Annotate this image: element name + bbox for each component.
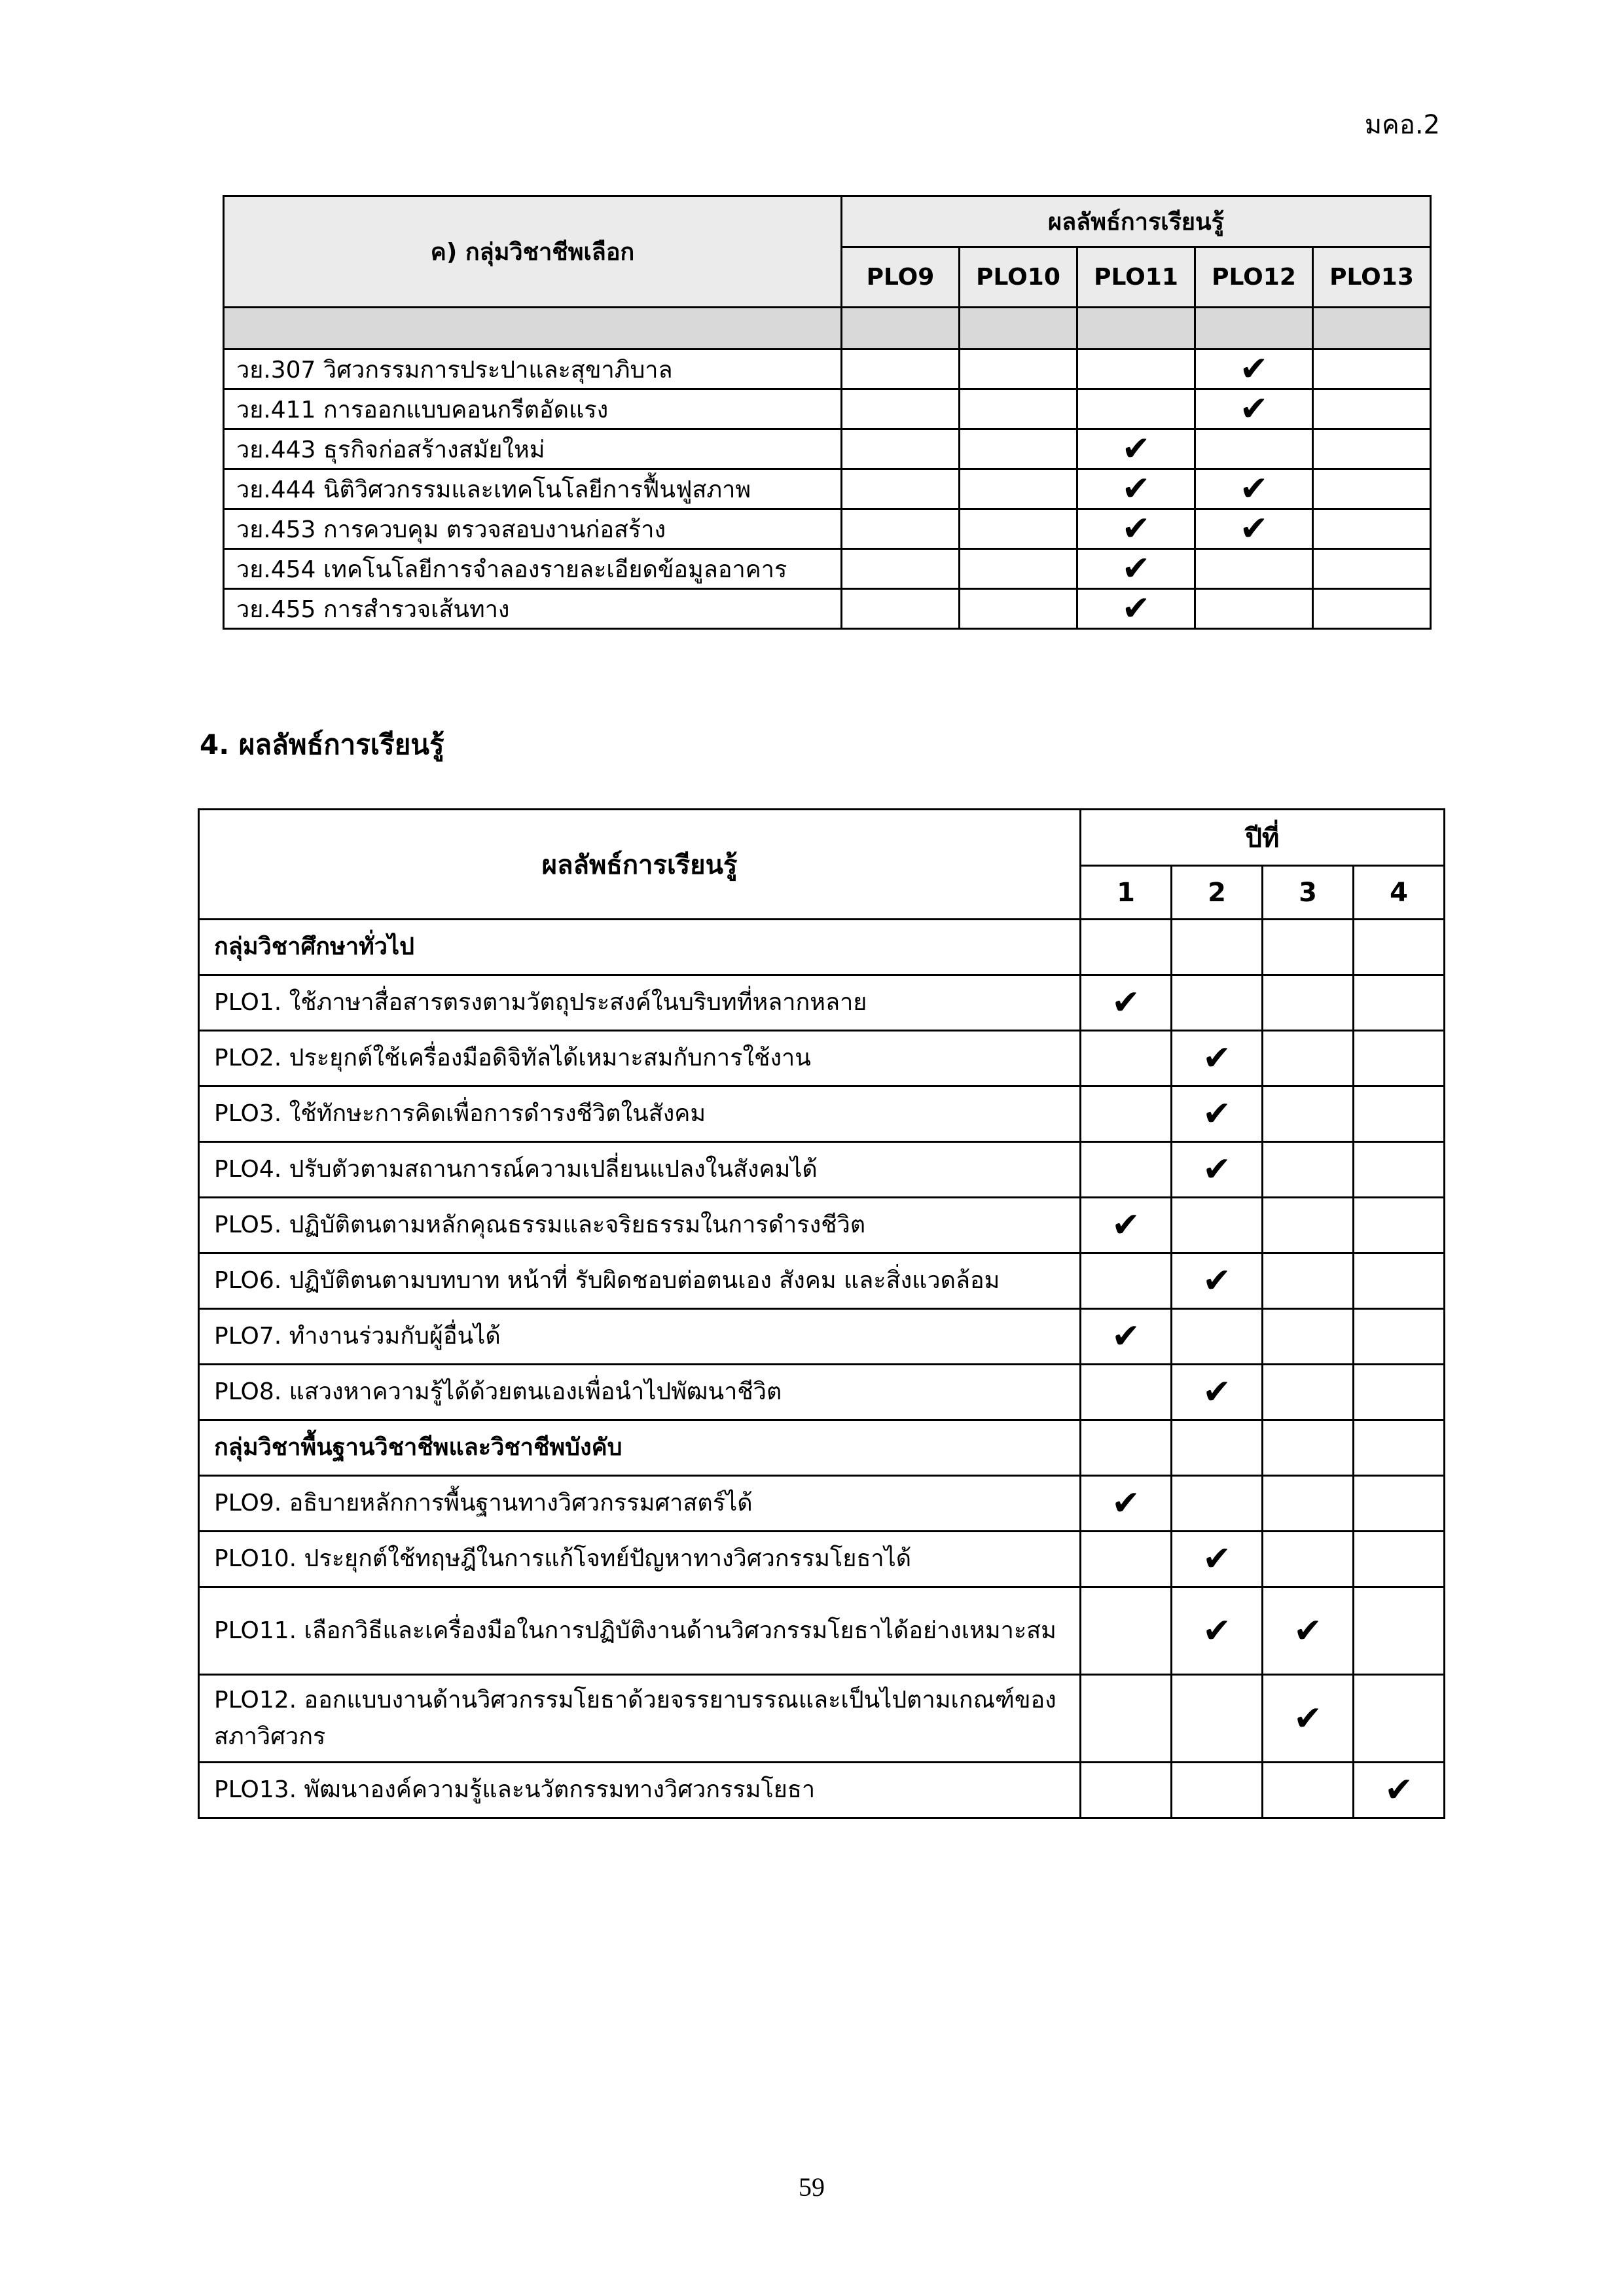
- outcome-name: PLO5. ปฏิบัติตนตามหลักคุณธรรมและจริยธรรมในการดำรงชีวิต: [199, 1198, 1081, 1253]
- course-row: [224, 469, 1431, 509]
- check-mark-cell: [1172, 1763, 1263, 1818]
- check-mark-cell: ✔: [1172, 1142, 1263, 1198]
- plo-column-header: PLO10: [960, 247, 1077, 308]
- page-number: 59: [799, 2172, 825, 2202]
- outcome-name: PLO7. ทำงานร่วมกับผู้อื่นได้: [199, 1309, 1081, 1365]
- course-row: [224, 429, 1431, 469]
- check-mark-cell: [1354, 1142, 1445, 1198]
- check-mark-cell: ✔: [1077, 509, 1195, 549]
- check-mark-cell: ✔: [1081, 1476, 1172, 1532]
- check-mark-cell: [1172, 920, 1263, 975]
- check-mark-cell: [1354, 1031, 1445, 1086]
- check-mark-cell: ✔: [1081, 1198, 1172, 1253]
- check-mark-cell: ✔: [1195, 389, 1313, 429]
- check-mark-cell: ✔: [1077, 429, 1195, 469]
- check-mark-cell: [1081, 1420, 1172, 1476]
- group-name: กลุ่มวิชาพื้นฐานวิชาชีพและวิชาชีพบังคับ: [199, 1420, 1081, 1476]
- check-mark-cell: [842, 429, 960, 469]
- check-mark-cell: [1263, 1198, 1354, 1253]
- check-mark-cell: [1077, 350, 1195, 389]
- check-mark-cell: [1081, 1763, 1172, 1818]
- check-mark-cell: [1354, 1587, 1445, 1675]
- check-mark-cell: [1354, 1476, 1445, 1532]
- check-mark-cell: [1081, 1587, 1172, 1675]
- check-mark-cell: [1195, 549, 1313, 589]
- check-mark-cell: [1081, 920, 1172, 975]
- check-mark-cell: [1354, 1420, 1445, 1476]
- section-heading: 4. ผลลัพธ์การเรียนรู้: [200, 728, 444, 761]
- outcome-row: [199, 1476, 1445, 1532]
- outcome-name: PLO9. อธิบายหลักการพื้นฐานทางวิศวกรรมศาสตร์ได้: [199, 1476, 1081, 1532]
- plo-column-header: PLO13: [1313, 247, 1431, 308]
- check-mark-cell: [960, 429, 1077, 469]
- check-mark-cell: [842, 509, 960, 549]
- outcome-row: [199, 1086, 1445, 1142]
- course-name: วย.307 วิศวกรรมการประปาและสุขาภิบาล: [224, 350, 842, 389]
- course-row: [224, 589, 1431, 629]
- elective-group-title: ค) กลุ่มวิชาชีพเลือก: [224, 196, 842, 308]
- plo-column-header: PLO11: [1077, 247, 1195, 308]
- outcome-name: PLO3. ใช้ทักษะการคิดเพื่อการดำรงชีวิตในสังคม: [199, 1086, 1081, 1142]
- check-mark-cell: [1081, 1532, 1172, 1587]
- check-mark-cell: [1263, 1476, 1354, 1532]
- check-mark-cell: ✔: [1195, 350, 1313, 389]
- check-mark-cell: [1081, 1365, 1172, 1420]
- check-mark-cell: ✔: [1172, 1253, 1263, 1309]
- check-mark-cell: ✔: [1077, 469, 1195, 509]
- check-mark-cell: ✔: [1195, 469, 1313, 509]
- check-mark-cell: [1263, 1031, 1354, 1086]
- outcome-row: [199, 1365, 1445, 1420]
- outcome-row: [199, 1253, 1445, 1309]
- outcome-row: [199, 1675, 1445, 1763]
- check-mark-cell: [1263, 920, 1354, 975]
- year-column-header: 4: [1354, 866, 1445, 920]
- check-mark-cell: ✔: [1077, 589, 1195, 629]
- elective-courses-table: [223, 195, 1432, 630]
- outcome-name: PLO12. ออกแบบงานด้านวิศวกรรมโยธาด้วยจรรยาบรรณและเป็นไปตามเกณฑ์ของ สภาวิศวกร: [199, 1675, 1081, 1763]
- check-mark-cell: ✔: [1195, 509, 1313, 549]
- plo-column-header: PLO12: [1195, 247, 1313, 308]
- check-mark-cell: [1172, 1198, 1263, 1253]
- course-name: วย.454 เทคโนโลยีการจำลองรายละเอียดข้อมูลอาคาร: [224, 549, 842, 589]
- check-mark-cell: [1081, 1086, 1172, 1142]
- check-mark-cell: [1081, 1253, 1172, 1309]
- check-mark-cell: ✔: [1081, 975, 1172, 1031]
- course-row: [224, 549, 1431, 589]
- check-mark-cell: [1354, 1365, 1445, 1420]
- check-mark-cell: [1195, 429, 1313, 469]
- check-mark-cell: [1313, 350, 1431, 389]
- check-mark-cell: [960, 350, 1077, 389]
- course-row: [224, 509, 1431, 549]
- course-name: วย.443 ธุรกิจก่อสร้างสมัยใหม่: [224, 429, 842, 469]
- check-mark-cell: ✔: [1172, 1031, 1263, 1086]
- check-mark-cell: [1313, 429, 1431, 469]
- check-mark-cell: [1263, 975, 1354, 1031]
- outcome-name: PLO13. พัฒนาองค์ความรู้และนวัตกรรมทางวิศวกรรมโยธา: [199, 1763, 1081, 1818]
- group-row: [199, 1420, 1445, 1476]
- document-code: มคอ.2: [1364, 110, 1440, 140]
- check-mark-cell: ✔: [1172, 1365, 1263, 1420]
- outcome-row: [199, 1763, 1445, 1818]
- check-mark-cell: [1354, 1086, 1445, 1142]
- outcome-row: [199, 1142, 1445, 1198]
- outcome-name: PLO1. ใช้ภาษาสื่อสารตรงตามวัตถุประสงค์ในบริบทที่หลากหลาย: [199, 975, 1081, 1031]
- check-mark-cell: [960, 549, 1077, 589]
- check-mark-cell: [1354, 1253, 1445, 1309]
- check-mark-cell: [842, 549, 960, 589]
- check-mark-cell: [1263, 1420, 1354, 1476]
- check-mark-cell: [960, 509, 1077, 549]
- check-mark-cell: [1195, 589, 1313, 629]
- check-mark-cell: [1313, 509, 1431, 549]
- check-mark-cell: [1172, 1675, 1263, 1763]
- outcome-name: PLO4. ปรับตัวตามสถานการณ์ความเปลี่ยนแปลงในสังคมได้: [199, 1142, 1081, 1198]
- course-row: [224, 350, 1431, 389]
- check-mark-cell: [1354, 1675, 1445, 1763]
- check-mark-cell: [1172, 1309, 1263, 1365]
- course-name: วย.453 การควบคุม ตรวจสอบงานก่อสร้าง: [224, 509, 842, 549]
- year-column-header: 3: [1263, 866, 1354, 920]
- check-mark-cell: [1172, 1476, 1263, 1532]
- check-mark-cell: ✔: [1354, 1763, 1445, 1818]
- check-mark-cell: [1313, 389, 1431, 429]
- year-header: ปีที่: [1081, 810, 1445, 866]
- check-mark-cell: ✔: [1172, 1587, 1263, 1675]
- outcome-row: [199, 1587, 1445, 1675]
- check-mark-cell: ✔: [1172, 1086, 1263, 1142]
- check-mark-cell: [842, 469, 960, 509]
- elective-blank-row: [224, 308, 1431, 350]
- check-mark-cell: [1313, 469, 1431, 509]
- check-mark-cell: [842, 350, 960, 389]
- check-mark-cell: [1263, 1763, 1354, 1818]
- outcome-name: PLO6. ปฏิบัติตนตามบทบาท หน้าที่ รับผิดชอบต่อตนเอง สังคม และสิ่งแวดล้อม: [199, 1253, 1081, 1309]
- check-mark-cell: ✔: [1081, 1309, 1172, 1365]
- learning-outcomes-table: [198, 808, 1445, 1819]
- check-mark-cell: [1313, 549, 1431, 589]
- check-mark-cell: [1263, 1142, 1354, 1198]
- check-mark-cell: ✔: [1263, 1675, 1354, 1763]
- outcome-row: [199, 1532, 1445, 1587]
- check-mark-cell: [1354, 1532, 1445, 1587]
- group-name: กลุ่มวิชาศึกษาทั่วไป: [199, 920, 1081, 975]
- check-mark-cell: [1313, 589, 1431, 629]
- check-mark-cell: ✔: [1172, 1532, 1263, 1587]
- course-name: วย.455 การสำรวจเส้นทาง: [224, 589, 842, 629]
- check-mark-cell: [1081, 1675, 1172, 1763]
- check-mark-cell: [1263, 1532, 1354, 1587]
- check-mark-cell: ✔: [1077, 549, 1195, 589]
- check-mark-cell: [1354, 920, 1445, 975]
- check-mark-cell: [842, 389, 960, 429]
- check-mark-cell: [1081, 1142, 1172, 1198]
- elective-outcomes-header: ผลลัพธ์การเรียนรู้: [842, 196, 1431, 247]
- check-mark-cell: [1077, 389, 1195, 429]
- group-row: [199, 920, 1445, 975]
- check-mark-cell: [960, 589, 1077, 629]
- outcome-row: [199, 1198, 1445, 1253]
- check-mark-cell: [1263, 1309, 1354, 1365]
- check-mark-cell: [842, 589, 960, 629]
- outcome-row: [199, 1309, 1445, 1365]
- year-column-header: 2: [1172, 866, 1263, 920]
- check-mark-cell: [1263, 1253, 1354, 1309]
- outcomes-title: ผลลัพธ์การเรียนรู้: [199, 810, 1081, 920]
- plo-column-header: PLO9: [842, 247, 960, 308]
- outcome-name: PLO2. ประยุกต์ใช้เครื่องมือดิจิทัลได้เหมาะสมกับการใช้งาน: [199, 1031, 1081, 1086]
- check-mark-cell: [1354, 1198, 1445, 1253]
- check-mark-cell: [1081, 1031, 1172, 1086]
- outcome-row: [199, 975, 1445, 1031]
- outcome-name: PLO8. แสวงหาความรู้ได้ด้วยตนเองเพื่อนำไปพัฒนาชีวิต: [199, 1365, 1081, 1420]
- outcome-name: PLO11. เลือกวิธีและเครื่องมือในการปฏิบัติงานด้านวิศวกรรมโยธาได้อย่างเหมาะสม: [199, 1587, 1081, 1675]
- year-column-header: 1: [1081, 866, 1172, 920]
- course-name: วย.411 การออกแบบคอนกรีตอัดแรง: [224, 389, 842, 429]
- check-mark-cell: [960, 389, 1077, 429]
- check-mark-cell: [960, 469, 1077, 509]
- check-mark-cell: [1354, 975, 1445, 1031]
- course-row: [224, 389, 1431, 429]
- check-mark-cell: [1263, 1365, 1354, 1420]
- course-name: วย.444 นิติวิศวกรรมและเทคโนโลยีการฟื้นฟูสภาพ: [224, 469, 842, 509]
- check-mark-cell: [1354, 1309, 1445, 1365]
- check-mark-cell: [1172, 1420, 1263, 1476]
- outcome-name: PLO10. ประยุกต์ใช้ทฤษฎีในการแก้โจทย์ปัญหาทางวิศวกรรมโยธาได้: [199, 1532, 1081, 1587]
- outcome-row: [199, 1031, 1445, 1086]
- check-mark-cell: [1172, 975, 1263, 1031]
- check-mark-cell: ✔: [1263, 1587, 1354, 1675]
- check-mark-cell: [1263, 1086, 1354, 1142]
